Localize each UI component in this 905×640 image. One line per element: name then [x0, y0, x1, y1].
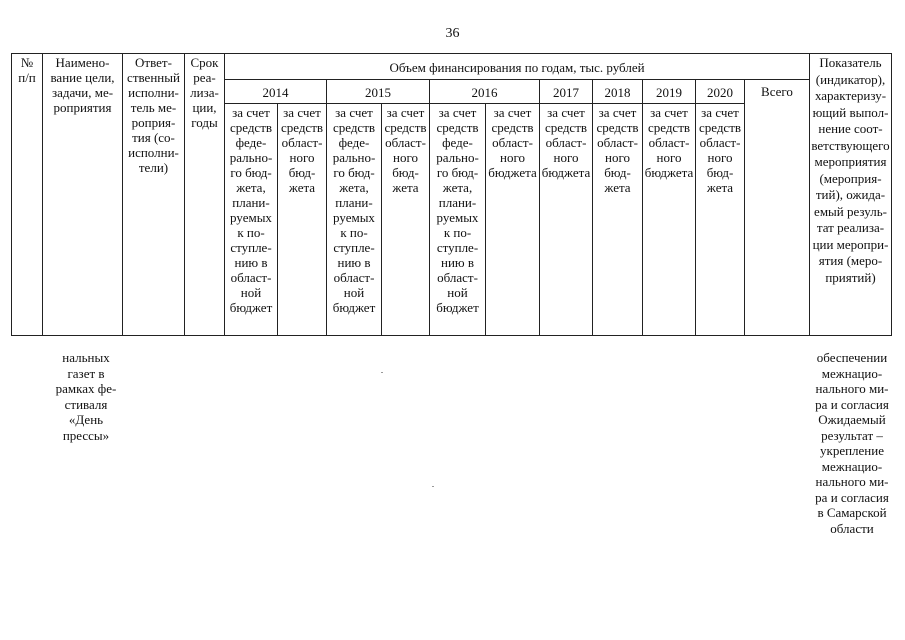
col-2014-federal: за счет средств феде- рально- го бюд- жета, плани- руемых к по- ступле- нию в област- ной бюджет	[225, 104, 278, 336]
col-2016-regional: за счет средств област- ного бюджета	[486, 104, 540, 336]
year-2014: 2014	[225, 80, 327, 104]
page-number: 36	[445, 26, 460, 41]
col-2015-regional: за счет средств област- ного бюд- жета	[382, 104, 430, 336]
col-2018-regional: за счет средств област- ного бюд- жета	[593, 104, 643, 336]
header-financing-title: Объем финансирования по годам, тыс. рублей	[225, 54, 810, 80]
header-indicator: Показатель (индикатор), характеризу- ющий выпол- нение соот- ветствующего мероприятия (мероприя- тий), ожида- емый резуль- тат реализа- ции меропри- ятия (меро- приятий)	[810, 54, 892, 336]
col-2019-regional: за счет средств област- ного бюджета	[643, 104, 696, 336]
year-2015: 2015	[327, 80, 430, 104]
year-2017: 2017	[540, 80, 593, 104]
continuation-indicator: обеспечении межнацио- нального ми- ра и согласия Ожидаемый результат – укрепление межнацио- нального ми- ра и согласия в Самарской области	[815, 350, 889, 536]
year-2016: 2016	[430, 80, 540, 104]
scan-speck	[432, 486, 434, 487]
year-2020: 2020	[696, 80, 745, 104]
col-2016-federal: за счет средств феде- рально- го бюд- жета, плани- руемых к по- ступле- нию в област- ной бюджет	[430, 104, 486, 336]
financing-table	[11, 53, 892, 336]
header-name: Наимено- вание цели, задачи, ме- роприятия	[43, 54, 123, 336]
header-total: Всего	[745, 80, 810, 336]
col-2017-regional: за счет средств област- ного бюджета	[540, 104, 593, 336]
year-2018: 2018	[593, 80, 643, 104]
col-2015-federal: за счет средств феде- рально- го бюд- жета, плани- руемых к по- ступле- нию в област- ной бюджет	[327, 104, 382, 336]
year-2019: 2019	[643, 80, 696, 104]
col-2014-regional: за счет средств област- ного бюд- жета	[278, 104, 327, 336]
col-2020-regional: за счет средств област- ного бюд- жета	[696, 104, 745, 336]
scan-speck	[381, 372, 383, 373]
header-responsible: Ответ- ственный исполни- тель ме- роприя- тия (со- исполни- тели)	[123, 54, 185, 336]
header-term: Срок реа- лиза- ции, годы	[185, 54, 225, 336]
header-num: № п/п	[12, 54, 43, 336]
continuation-name: нальных газет в рамках фе- стиваля «День прессы»	[55, 350, 117, 443]
